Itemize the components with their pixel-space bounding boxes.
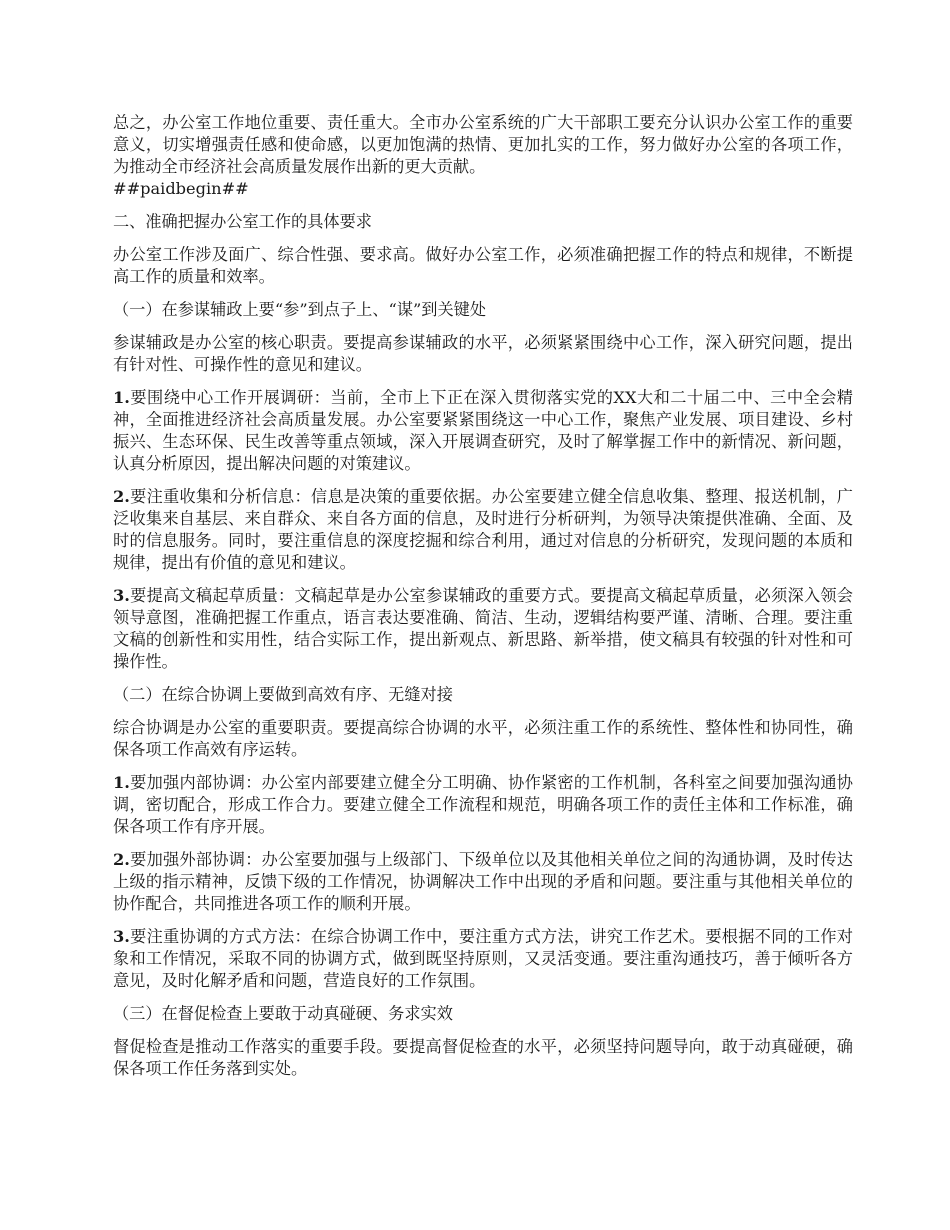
list-item bbox=[113, 387, 853, 475]
item-number: 1. bbox=[113, 773, 130, 792]
item-number: 3. bbox=[113, 927, 130, 946]
item-text: 要注重收集和分析信息：信息是决策的重要依据。办公室要建立健全信息收集、整理、报送机制，广泛收集来自基层、来自群众、来自各方面的信息，及时进行分析研判，为领导决策提供准确、全面、及时的信息服务。同时，要注重信息的深度挖掘和综合利用，通过对信息的分析研究，发现问题的本质和规律，提出有价值的意见和建议。 bbox=[113, 487, 853, 572]
item-number: 2. bbox=[113, 487, 130, 506]
subsection-intro-2: 综合协调是办公室的重要职责。要提高综合协调的水平，必须注重工作的系统性、整体性和协同性，确保各项工作高效有序运转。 bbox=[113, 718, 853, 759]
subsection-intro-1: 参谋辅政是办公室的核心职责。要提高参谋辅政的水平，必须紧紧围绕中心工作，深入研究问题，提出有针对性、可操作性的意见和建议。 bbox=[113, 333, 853, 374]
subsection-heading-2: （二）在综合协调上要做到高效有序、无缝对接 bbox=[113, 685, 453, 704]
list-item bbox=[113, 585, 853, 673]
intro-paragraph: 总之，办公室工作地位重要、责任重大。全市办公室系统的广大干部职工要充分认识办公室工作的重要意义，切实增强责任感和使命感，以更加饱满的热情、更加扎实的工作，努力做好办公室的各项工作，为推动全市经济社会高质量发展作出新的更大贡献。 bbox=[113, 113, 853, 176]
item-text: 要围绕中心工作开展调研：当前，全市上下正在深入贯彻落实党的XX大和二十届二中、三中全会精神，全面推进经济社会高质量发展。办公室要紧紧围绕这一中心工作，聚焦产业发展、项目建设、乡村振兴、生态环保、民生改善等重点领域，深入开展调查研究，及时了解掌握工作中的新情况、新问题，认真分析原因，提出解决问题的对策建议。 bbox=[113, 388, 853, 473]
subsection-heading-3: （三）在督促检查上要敢于动真碰硬、务求实效 bbox=[113, 1004, 453, 1023]
item-text: 要注重协调的方式方法：在综合协调工作中，要注重方式方法，讲究工作艺术。要根据不同的工作对象和工作情况，采取不同的协调方式，做到既坚持原则，又灵活变通。要注重沟通技巧，善于倾听各方意见，及时化解矛盾和问题，营造良好的工作氛围。 bbox=[113, 927, 853, 990]
list-item bbox=[113, 772, 853, 838]
list-item bbox=[113, 486, 853, 574]
item-text: 要提高文稿起草质量：文稿起草是办公室参谋辅政的重要方式。要提高文稿起草质量，必须深入领会领导意图，准确把握工作重点，语言表达要准确、简洁、生动，逻辑结构要严谨、清晰、合理。要注重文稿的创新性和实用性，结合实际工作，提出新观点、新思路、新举措，使文稿具有较强的针对性和可操作性。 bbox=[113, 586, 853, 671]
paid-marker: ##paidbegin## bbox=[113, 179, 249, 198]
section-intro: 办公室工作涉及面广、综合性强、要求高。做好办公室工作，必须准确把握工作的特点和规律，不断提高工作的质量和效率。 bbox=[113, 245, 853, 286]
item-text: 要加强外部协调：办公室要加强与上级部门、下级单位以及其他相关单位之间的沟通协调，及时传达上级的指示精神，反馈下级的工作情况，协调解决工作中出现的矛盾和问题。要注重与其他相关单位的协作配合，共同推进各项工作的顺利开展。 bbox=[113, 850, 853, 913]
subsection-intro-3: 督促检查是推动工作落实的重要手段。要提高督促检查的水平，必须坚持问题导向，敢于动真碰硬，确保各项工作任务落到实处。 bbox=[113, 1037, 853, 1078]
subsection-heading-1: （一）在参谋辅政上要“参”到点子上、“谋”到关键处 bbox=[113, 300, 487, 319]
item-number: 3. bbox=[113, 586, 130, 605]
document-page bbox=[113, 112, 853, 1091]
list-item bbox=[113, 926, 853, 992]
section-title: 二、准确把握办公室工作的具体要求 bbox=[113, 212, 372, 231]
item-number: 1. bbox=[113, 388, 130, 407]
item-number: 2. bbox=[113, 850, 130, 869]
item-text: 要加强内部协调：办公室内部要建立健全分工明确、协作紧密的工作机制，各科室之间要加强沟通协调，密切配合，形成工作合力。要建立健全工作流程和规范，明确各项工作的责任主体和工作标准，确保各项工作有序开展。 bbox=[113, 773, 853, 836]
list-item bbox=[113, 849, 853, 915]
